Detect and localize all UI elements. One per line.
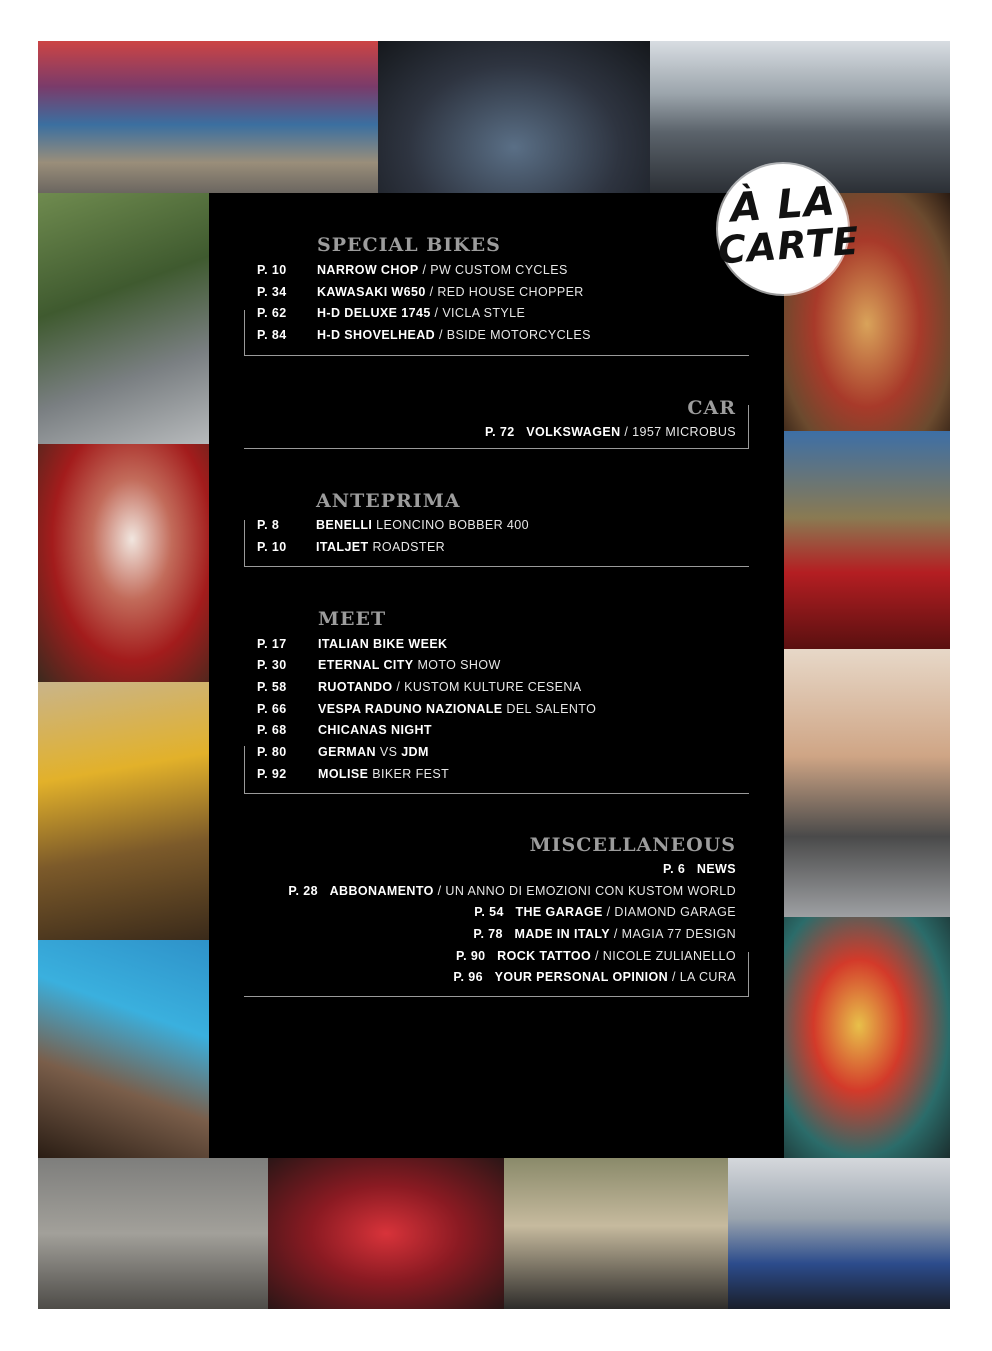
divider [244, 310, 245, 355]
toc-entry[interactable]: P. 30 ETERNAL CITY MOTO SHOW [257, 658, 501, 672]
badge-line-1: À LA [728, 178, 838, 232]
toc-entry[interactable]: P. 17 ITALIAN BIKE WEEK [257, 637, 448, 651]
toc-entry[interactable]: P. 28 ABBONAMENTO / UN ANNO DI EMOZIONI CON KUSTOM WORLD [288, 884, 736, 898]
toc-entry[interactable]: P. 80 GERMAN VS JDM [257, 745, 429, 759]
black-harley-photo [784, 649, 950, 917]
toc-entry[interactable]: P. 66 VESPA RADUNO NAZIONALE DEL SALENTO [257, 702, 597, 716]
toc-entry[interactable]: P. 8 BENELLI LEONCINO BOBBER 400 [257, 518, 529, 532]
toc-entry[interactable]: P. 34 KAWASAKI W650 / RED HOUSE CHOPPER [257, 285, 584, 299]
pinup-chopper-photo [378, 41, 650, 193]
toc-entry[interactable]: P. 10 NARROW CHOP / PW CUSTOM CYCLES [257, 263, 568, 277]
toc-entry[interactable]: P. 54 THE GARAGE / DIAMOND GARAGE [474, 905, 736, 919]
toc-entry[interactable]: P. 84 H-D SHOVELHEAD / BSIDE MOTORCYCLES [257, 328, 591, 342]
toc-entry[interactable]: P. 90 ROCK TATTOO / NICOLE ZULIANELLO [455, 949, 736, 963]
toc-entry[interactable]: P. 78 MADE IN ITALY / MAGIA 77 DESIGN [473, 927, 736, 941]
badge-line-2: CARTE [716, 218, 862, 273]
rigid-chopper-photo [38, 1158, 268, 1309]
divider [244, 996, 749, 997]
a-la-carte-badge [716, 164, 862, 294]
divider [244, 520, 245, 566]
yellow-chopper-photo [38, 682, 209, 940]
section-title-anteprima: ANTEPRIMA [316, 490, 461, 512]
divider [748, 952, 749, 997]
divider [244, 746, 245, 793]
section-title-car: CAR [687, 397, 736, 419]
riders-group-photo [504, 1158, 728, 1309]
divider [244, 448, 749, 449]
blue-chopper-photo [728, 1158, 950, 1309]
rider-photo [38, 193, 209, 444]
section-title-meet: MEET [318, 608, 387, 630]
divider [244, 566, 749, 567]
toc-entry[interactable]: P. 62 H-D DELUXE 1745 / VICLA STYLE [257, 306, 526, 320]
toc-entry[interactable]: P. 72 VOLKSWAGEN / 1957 MICROBUS [485, 425, 736, 439]
divider [244, 793, 749, 794]
toc-entry[interactable]: P. 92 MOLISE BIKER FEST [257, 767, 450, 781]
vw-bus-photo [38, 41, 378, 193]
toc-entry[interactable]: P. 96 YOUR PERSONAL OPINION / LA CURA [453, 970, 736, 984]
toc-entry[interactable]: P. 10 ITALJET ROADSTER [257, 540, 446, 554]
toc-entry[interactable]: P. 6 NEWS [663, 862, 736, 876]
catrina-makeup-photo [38, 444, 209, 682]
section-title-special-bikes: SPECIAL BIKES [317, 234, 501, 256]
red-beetle-photo [784, 431, 950, 649]
dragon-tattoo-photo [784, 917, 950, 1158]
toc-entry[interactable]: P. 68 CHICANAS NIGHT [257, 723, 432, 737]
red-bagger-photo [268, 1158, 504, 1309]
toc-entry[interactable]: P. 58 RUOTANDO / KUSTOM KULTURE CESENA [257, 680, 582, 694]
divider [748, 405, 749, 448]
blue-classic-car-photo [38, 940, 209, 1158]
section-title-miscellaneous: MISCELLANEOUS [529, 834, 736, 856]
magazine-page [38, 41, 950, 1309]
divider [244, 355, 749, 356]
